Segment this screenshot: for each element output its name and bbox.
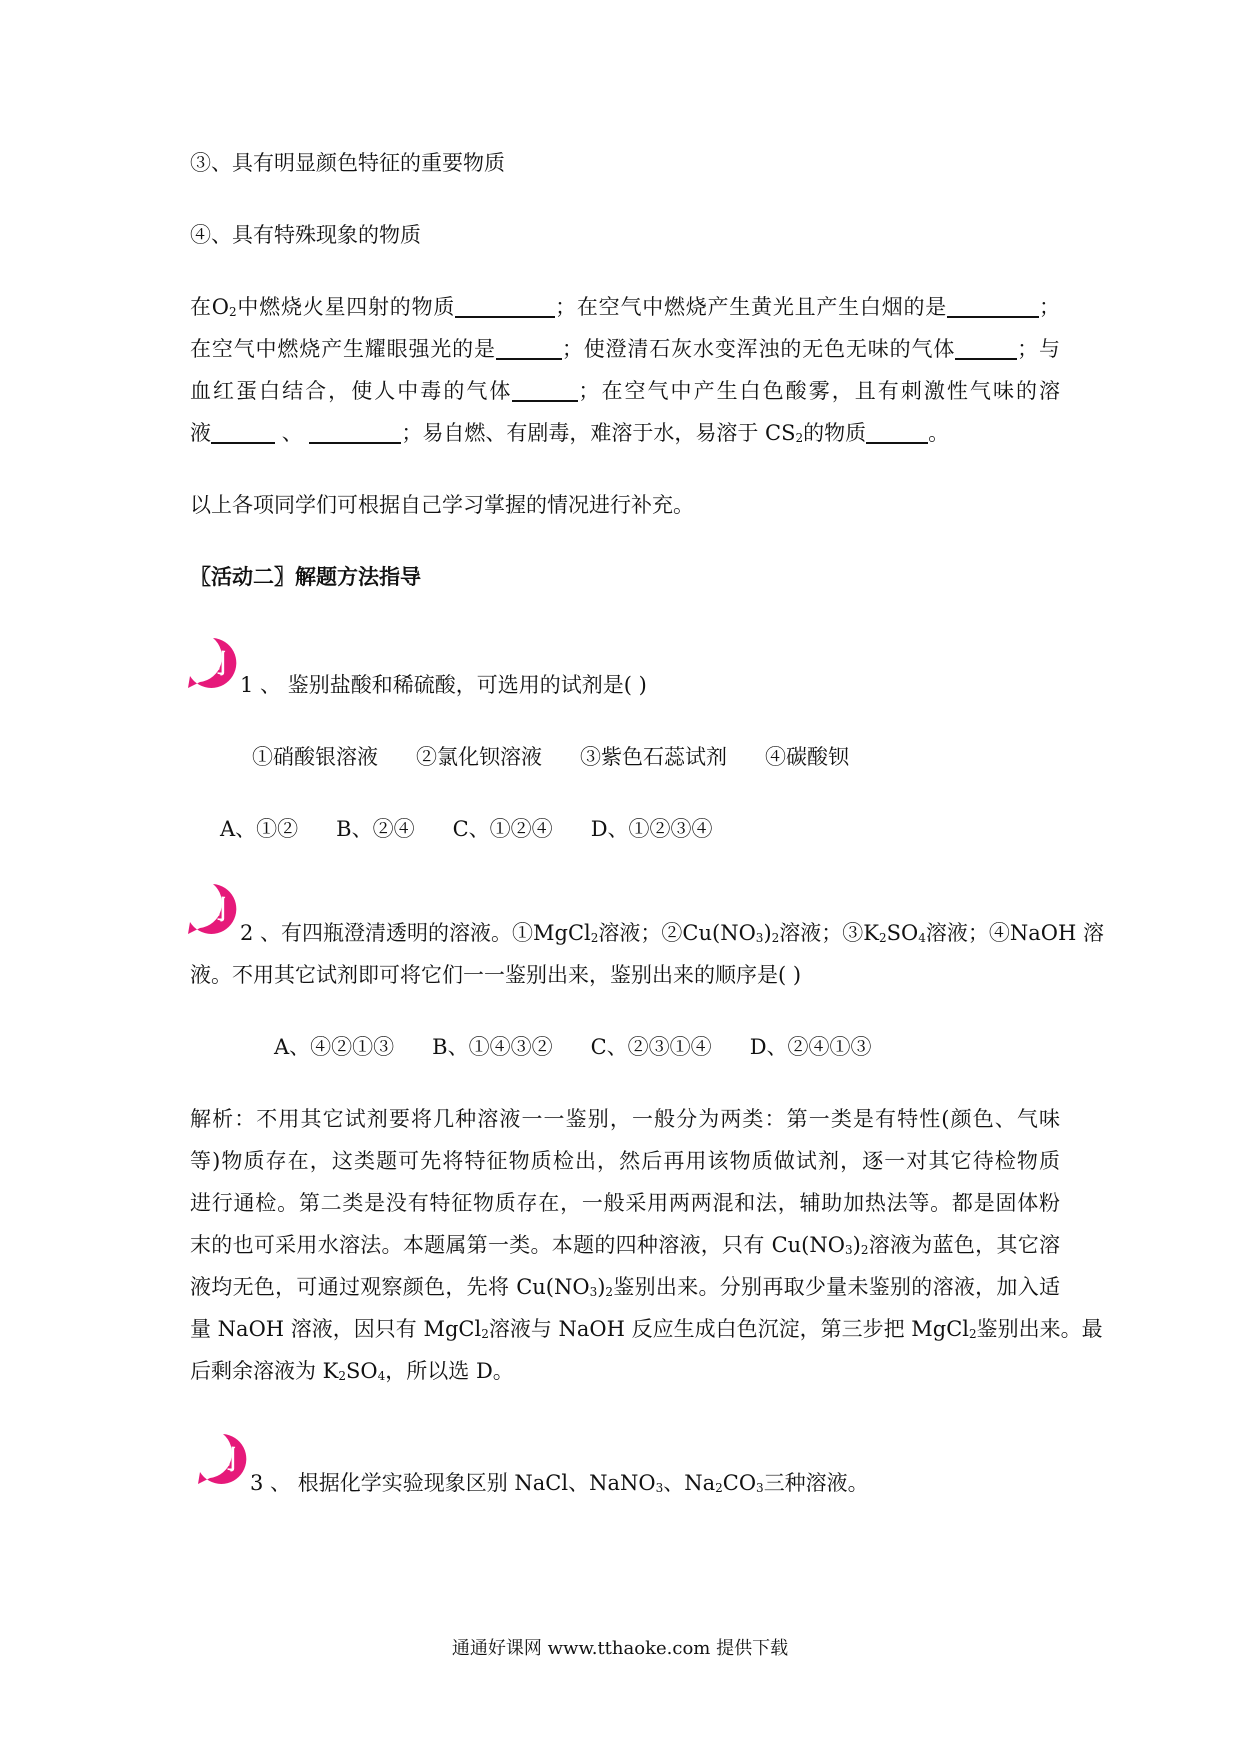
example-badge-icon <box>186 882 240 936</box>
example-badge-icon <box>186 636 240 690</box>
choice-option[interactable]: C、①②④ <box>452 817 553 841</box>
example-2-options <box>274 1026 1144 1068</box>
answer-blank[interactable] <box>947 290 1039 318</box>
answer-blank[interactable] <box>512 374 578 402</box>
activity-title: 〖活动二〗解题方法指导 <box>190 564 421 589</box>
answer-blank[interactable] <box>211 416 275 444</box>
analysis-line-3: 进行通检。第二类是没有特征物质存在，一般采用两两混和法，辅助加热法等。都是固体粉 <box>190 1191 1060 1215</box>
choice-option[interactable]: A、①② <box>220 817 299 841</box>
example-badge-icon <box>196 1432 250 1486</box>
choice-option[interactable]: B、②④ <box>336 817 415 841</box>
reagent: ④碳酸钡 <box>765 745 849 769</box>
answer-blank[interactable] <box>496 332 562 360</box>
choice-option[interactable]: D、①②③④ <box>590 817 713 841</box>
fill-in-line-4: 液 、 ；易自燃、有剧毒，难溶于水，易溶于 $CS_2$的物质 。 <box>190 412 1060 454</box>
svg-text:例: 例 <box>209 1446 237 1476</box>
reagent: ②氯化钡溶液 <box>416 745 542 769</box>
example-2-question-line-1: 2 、有四瓶澄清透明的溶液。①MgCl$_2$溶液；$②Cu(NO_3)_2$溶液；$③K_2SO_4$溶液；④NaOH 溶 <box>240 921 1104 945</box>
fill-in-line-2: 在空气中燃烧产生耀眼强光的是 ；使澄清石灰水变浑浊的无色无味的气体 ；与 <box>190 328 1060 370</box>
choice-option[interactable]: D、②④①③ <box>749 1035 872 1059</box>
example-3-question: 3 、 根据化学实验现象区别 NaCl、NaNO$_3$、$Na_2CO_3$三种溶液。 <box>250 1471 869 1495</box>
section-item-3: ③、具有明显颜色特征的重要物质 <box>190 151 505 175</box>
analysis-line-2: 等)物质存在，这类题可先将特征物质检出，然后再用该物质做试剂，逐一对其它待检物质 <box>190 1149 1060 1173</box>
analysis-line-1: 解析：不用其它试剂要将几种溶液一一鉴别，一般分为两类：第一类是有特性(颜色、气味 <box>190 1107 1060 1131</box>
analysis-line-4: 末的也可采用水溶法。本题属第一类。本题的四种溶液，只有 $Cu(NO_3)_2$溶液为蓝色，其它溶 <box>190 1233 1060 1257</box>
choice-option[interactable]: C、②③①④ <box>590 1035 712 1059</box>
svg-text:例: 例 <box>199 650 227 680</box>
analysis-line-5: 液均无色，可通过观察颜色，先将 $Cu(NO_3)_2$鉴别出来。分别再取少量未鉴别的溶液，加入适 <box>190 1275 1060 1299</box>
example-2-question-line-2: 液。不用其它试剂即可将它们一一鉴别出来，鉴别出来的顺序是( ) <box>190 963 802 987</box>
section-item-4: ④、具有特殊现象的物质 <box>190 223 421 247</box>
answer-blank[interactable] <box>455 290 555 318</box>
answer-blank[interactable] <box>955 332 1017 360</box>
reagent: ③紫色石蕊试剂 <box>580 745 727 769</box>
footer-credit: 通通好课网 www.tthaoke.com 提供下载 <box>451 1638 789 1659</box>
svg-text:例: 例 <box>199 896 227 926</box>
analysis-line-7: 后剩余溶液为 $K_2SO_4$，所以选 D。 <box>190 1359 514 1383</box>
analysis-line-6: 量 NaOH 溶液，因只有 MgCl$_2$溶液与 NaOH 反应生成白色沉淀，第三步把 MgCl$_2$鉴别出来。最 <box>190 1317 1103 1341</box>
answer-blank[interactable] <box>866 416 928 444</box>
choice-option[interactable]: A、④②①③ <box>274 1035 395 1059</box>
choice-option[interactable]: B、①④③② <box>432 1035 553 1059</box>
example-1-options <box>220 808 1090 850</box>
example-1-reagents <box>252 736 1122 778</box>
supplement-note: 以上各项同学们可根据自己学习掌握的情况进行补充。 <box>190 493 694 517</box>
fill-in-line-1: 在$O_2$中燃烧火星四射的物质 ；在空气中燃烧产生黄光且产生白烟的是 ； <box>190 286 1060 328</box>
fill-in-line-3: 血红蛋白结合，使人中毒的气体 ；在空气中产生白色酸雾，且有刺激性气味的溶 <box>190 370 1060 412</box>
example-1-question: 1 、 鉴别盐酸和稀硫酸，可选用的试剂是( ) <box>240 673 647 697</box>
answer-blank[interactable] <box>309 416 401 444</box>
reagent: ①硝酸银溶液 <box>252 745 378 769</box>
